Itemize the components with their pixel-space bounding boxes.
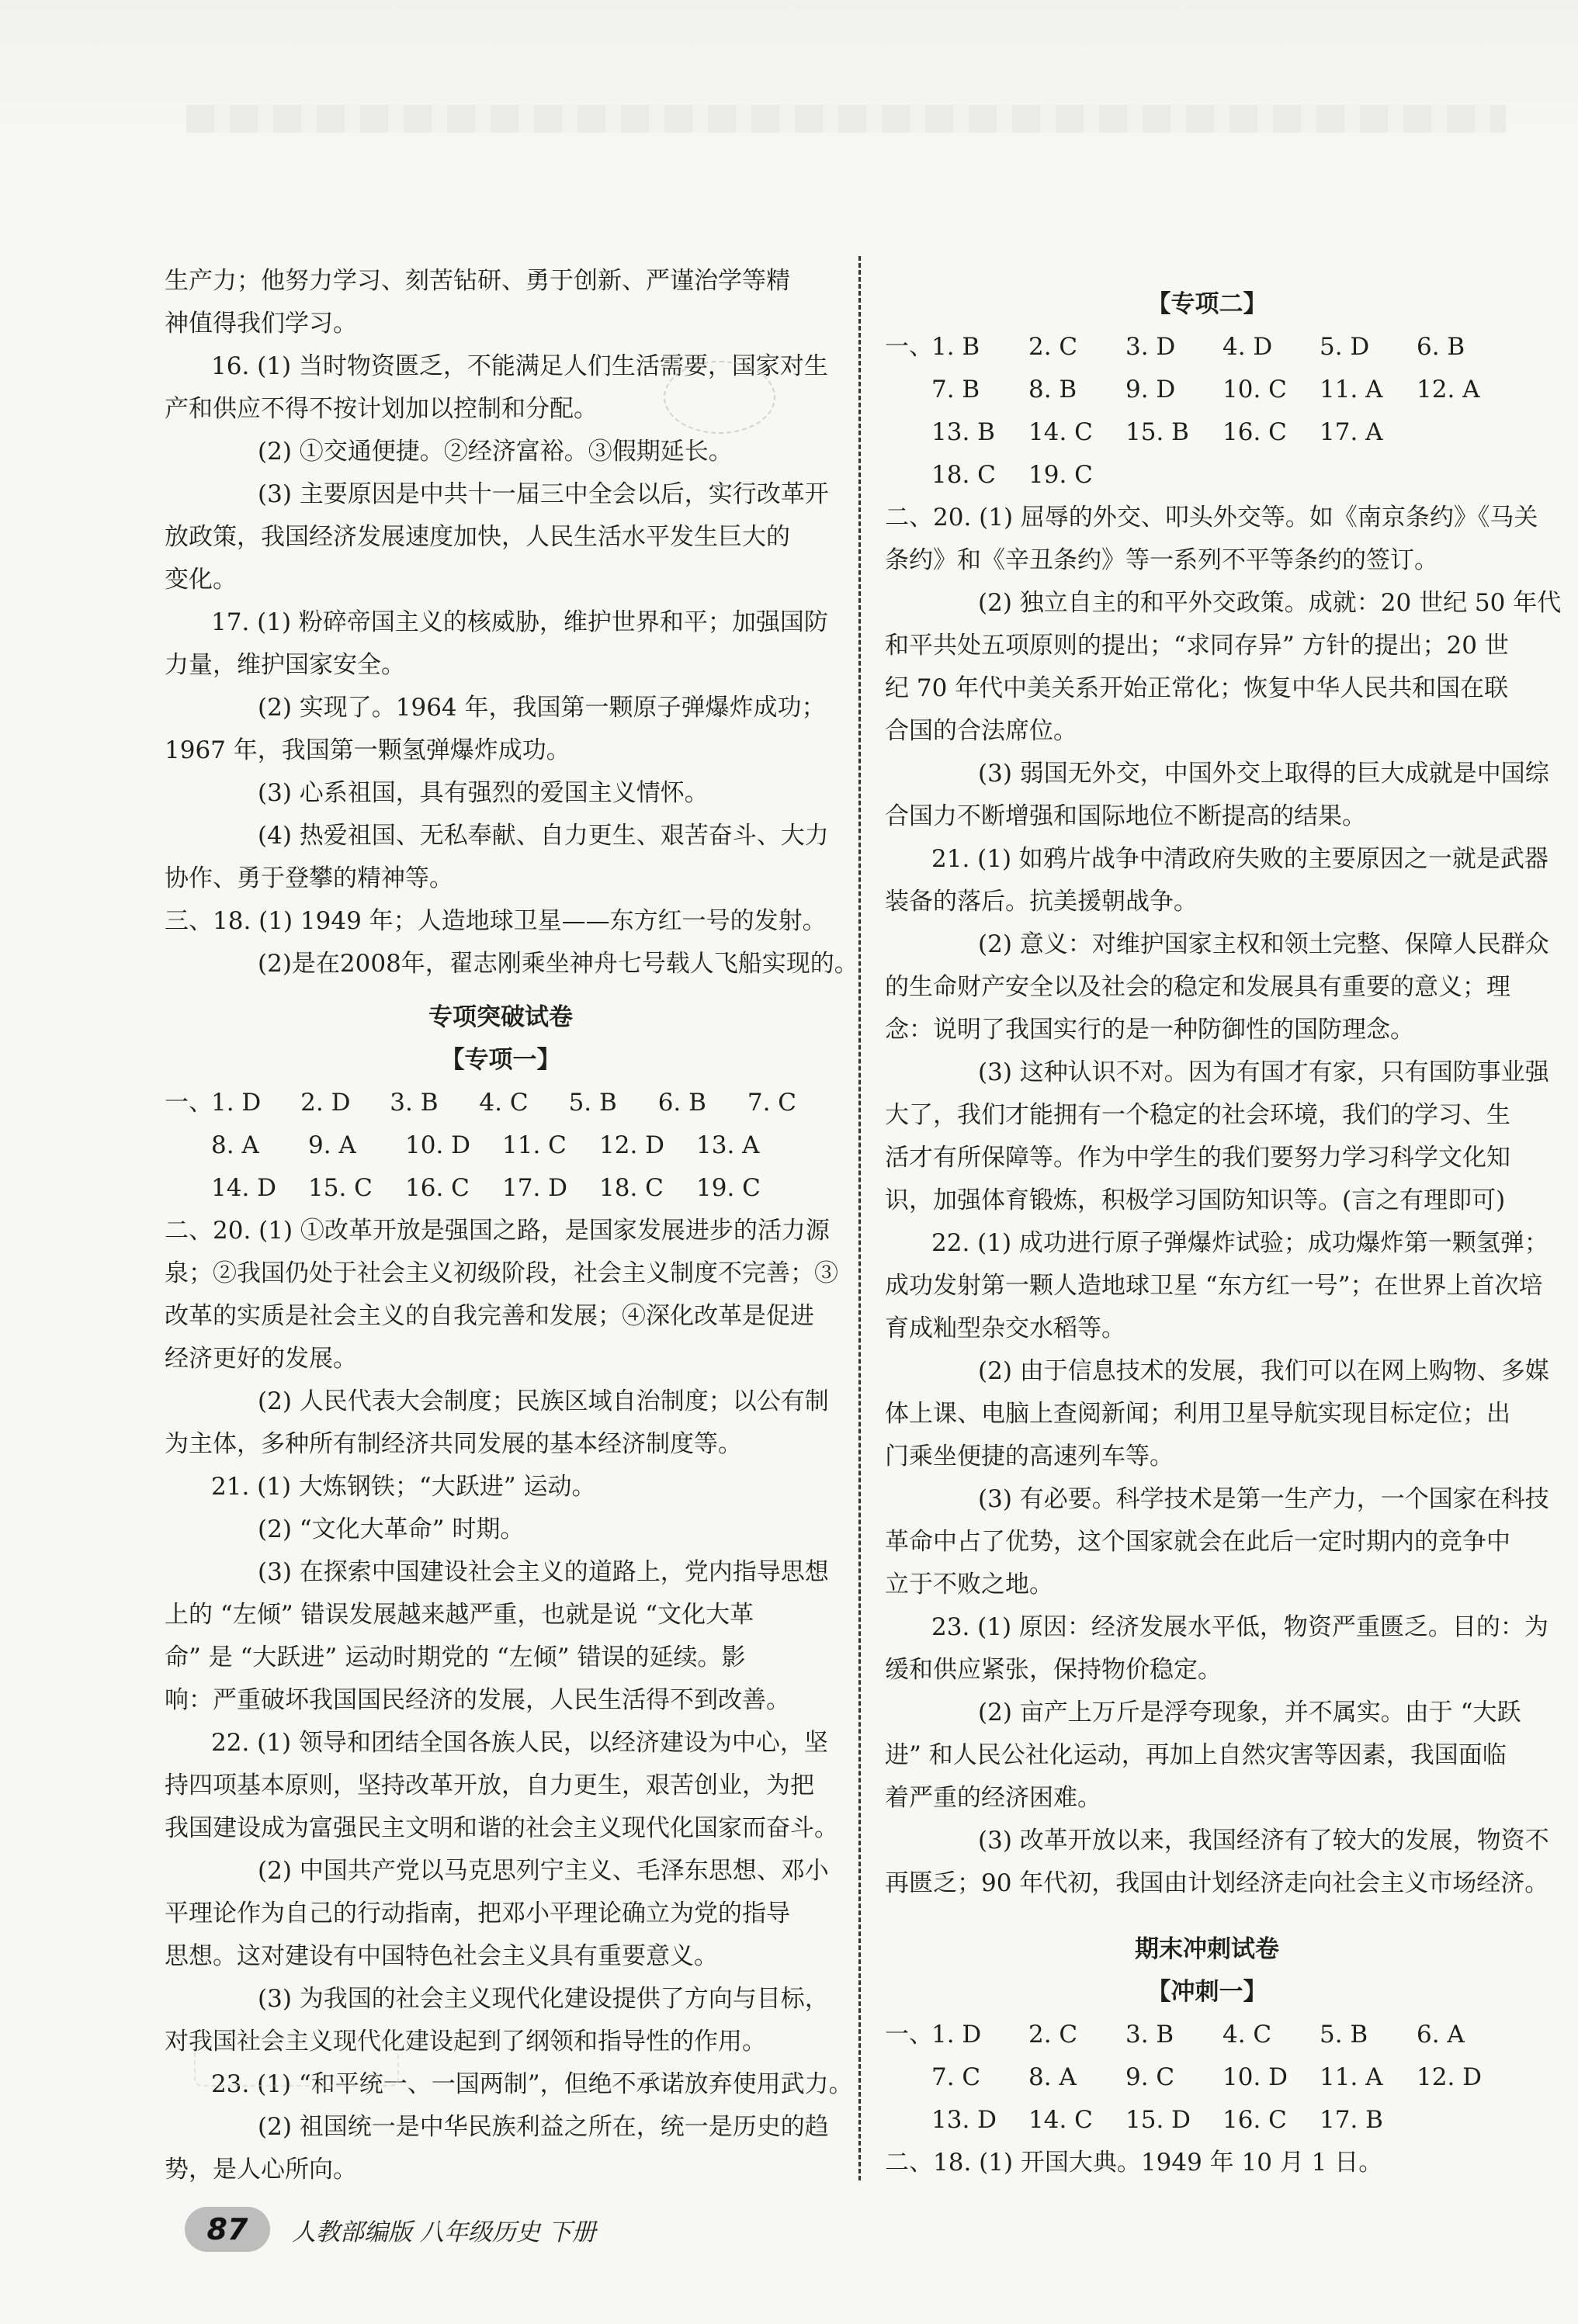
answer-item: 8. B [1028,376,1077,403]
answer-row [885,369,1529,411]
answer-prefix [165,1167,211,1210]
answer-row [165,1124,837,1167]
answer-item: 6. B [657,1089,706,1117]
answer-prefix [165,1124,211,1167]
text-line: 持四项基本原则，坚持改革开放，自力更生，艰苦创业，为把 [165,1772,814,1799]
left-column [165,260,858,2191]
answer-item: 2. C [1028,2021,1078,2049]
text-line: 改革的实质是社会主义的自我完善和发展；④深化改革是促进 [165,1302,814,1330]
answer-item: 4. D [1223,333,1273,361]
text-line: 我国建设成为富强民主文明和谐的社会主义现代化国家而奋斗。 [165,1814,838,1842]
text-line: (2) 意义：对维护国家主权和领土完整、保障人民群众 [978,930,1549,958]
answer-item: 8. A [211,1131,259,1159]
text-line: 育成籼型杂交水稻等。 [885,1314,1125,1342]
text-line: 22. (1) 领导和团结全国各族人民，以经济建设为中心，坚 [211,1729,828,1757]
text-line: 进” 和人民公社化运动，再加上自然灾害等因素，我国面临 [885,1741,1507,1769]
text-line: 成功发射第一颗人造地球卫星 “东方红一号”；在世界上首次培 [885,1272,1543,1300]
text-line: 合国力不断增强和国际地位不断提高的结果。 [885,802,1366,830]
subsection-title-1: 【专项一】 [440,1046,561,1074]
text-line: 22. (1) 成功进行原子弹爆炸试验；成功爆炸第一颗氢弹； [931,1229,1549,1257]
answer-item: 14. C [1028,2106,1093,2134]
answer-row [165,1082,837,1124]
text-line: 缓和供应紧张，保持物价稳定。 [885,1656,1222,1684]
answer-row [885,2099,1529,2142]
text-line: 产和供应不得不按计划加以控制和分配。 [165,395,598,423]
answer-prefix: 一、 [885,2021,933,2049]
text-line: 立于不败之地。 [885,1571,1053,1598]
answer-item: 1. B [931,333,980,361]
text-line: 泉；②我国仍处于社会主义初级阶段，社会主义制度不完善；③ [165,1259,838,1287]
text-line: 23. (1) “和平统一、一国两制”，但绝不承诺放弃使用武力。 [211,2070,853,2098]
text-line: 神值得我们学习。 [165,310,357,338]
page-number: 87 [185,2207,270,2252]
answer-item: 5. D [1320,333,1370,361]
answer-prefix [885,411,931,454]
text-line: 体上课、电脑上查阅新闻；利用卫星导航实现目标定位；出 [885,1400,1510,1428]
text-line: 上的 “左倾” 错误发展越来越严重，也就是说 “文化大革 [165,1601,754,1629]
text-line: 16. (1) 当时物资匮乏，不能满足人们生活需要，国家对生 [211,352,828,380]
text-line: (3) 弱国无外交，中国外交上取得的巨大成就是中国综 [978,760,1549,788]
text-line: 的生命财产安全以及社会的稳定和发展具有重要的意义；理 [885,973,1510,1001]
section-heading-special: 专项突破试卷 [428,1003,573,1031]
header-band [0,0,1578,167]
answer-item: 19. C [696,1174,761,1202]
text-line: 命” 是 “大跃进” 运动时期党的 “左倾” 错误的延续。影 [165,1643,746,1671]
answer-item: 3. D [1125,333,1176,361]
text-line: 17. (1) 粉碎帝国主义的核威胁，维护世界和平；加强国防 [211,608,828,636]
watermark-stamp [194,2037,399,2087]
text-line: 着严重的经济困难。 [885,1784,1101,1812]
text-line: 23. (1) 原因：经济发展水平低，物资严重匮乏。目的：为 [931,1613,1549,1641]
subsection-title-sprint: 【冲刺一】 [1146,1978,1268,2006]
answer-item: 11. A [1320,376,1383,403]
answer-item: 14. D [211,1174,277,1202]
answer-prefix: 一、 [885,333,933,361]
text-line: 为主体，多种所有制经济共同发展的基本经济制度等。 [165,1430,742,1458]
text-line: 和平共处五项原则的提出；“求同存异” 方针的提出；20 世 [885,632,1509,660]
text-line: (2)是在2008年，翟志刚乘坐神舟七号载人飞船实现的。 [258,950,858,978]
text-line: 三、18. (1) 1949 年；人造地球卫星——东方红一号的发射。 [165,907,827,935]
answer-item: 8. A [1028,2063,1077,2091]
answer-item: 4. C [1223,2021,1272,2049]
text-line: 变化。 [165,566,237,594]
answer-item: 13. A [696,1131,760,1159]
text-line: (2) 独立自主的和平外交政策。成就：20 世纪 50 年代 [978,589,1562,617]
answer-prefix [885,369,931,411]
answer-item: 3. B [1125,2021,1174,2049]
answer-item: 5. B [568,1089,617,1117]
text-line: 响：严重破坏我国国民经济的发展，人民生活得不到改善。 [165,1686,790,1714]
text-line: (3) 心系祖国，具有强烈的爱国主义情怀。 [258,779,709,807]
answer-item: 11. C [502,1131,567,1159]
answer-prefix [885,2099,931,2142]
text-line: 合国的合法席位。 [885,717,1077,745]
answer-item: 12. A [1417,376,1480,403]
text-line: (2) 人民代表大会制度；民族区域自治制度；以公有制 [258,1387,829,1415]
answer-item: 7. C [747,1089,796,1117]
answer-row [885,326,1529,369]
text-line: 革命中占了优势，这个国家就会在此后一定时期内的竞争中 [885,1528,1510,1556]
answer-item: 2. C [1028,333,1078,361]
text-line: 21. (1) 大炼钢铁；“大跃进” 运动。 [211,1473,596,1501]
text-line: (2) 中国共产党以马克思列宁主义、毛泽东思想、邓小 [258,1857,829,1885]
book-title: 人教部编版 八年级历史 下册 [292,2218,596,2246]
answer-item: 17. D [502,1174,568,1202]
text-line: 经济更好的发展。 [165,1345,357,1373]
text-line: 门乘坐便捷的高速列车等。 [885,1443,1174,1470]
section-heading-final: 期末冲刺试卷 [1135,1935,1279,1963]
answer-item: 13. B [931,418,995,446]
text-line: 1967 年，我国第一颗氢弹爆炸成功。 [165,736,571,764]
subsection-title-2: 【专项二】 [1146,290,1268,318]
text-line: (3) 为我国的社会主义现代化建设提供了方向与目标， [258,1985,829,2013]
right-column [885,283,1562,2184]
text-line: (2) 实现了。1964 年，我国第一颗原子弹爆炸成功； [258,694,826,722]
text-line: 念：说明了我国实行的是一种防御性的国防理念。 [885,1016,1414,1044]
answer-item: 9. D [1125,376,1176,403]
answer-item: 13. D [931,2106,997,2134]
text-line: 再匮乏；90 年代初，我国由计划经济走向社会主义市场经济。 [885,1869,1549,1897]
text-line: 势，是人心所向。 [165,2156,357,2184]
text-line: 协作、勇于登攀的精神等。 [165,864,453,892]
answer-item: 4. C [479,1089,529,1117]
answer-item: 1. D [931,2021,982,2049]
answer-item: 9. A [308,1131,356,1159]
answer-item: 5. B [1320,2021,1368,2049]
answer-item: 2. D [300,1089,351,1117]
text-line: (3) 改革开放以来，我国经济有了较大的发展，物资不 [978,1827,1549,1855]
answer-item: 10. D [1223,2063,1288,2091]
answer-item: 10. D [405,1131,471,1159]
answer-line: 二、18. (1) 开国大典。1949 年 10 月 1 日。 [885,2149,1383,2177]
text-line: 条约》和《辛丑条约》等一系列不平等条约的签订。 [885,546,1438,574]
text-line: (2) 亩产上万斤是浮夸现象，并不属实。由于 “大跃 [978,1699,1521,1727]
answer-row [885,2056,1529,2099]
answer-item: 18. C [931,461,996,489]
answer-item: 12. D [599,1131,665,1159]
text-line: 生产力；他努力学习、刻苦钻研、勇于创新、严谨治学等精 [165,267,790,295]
column-divider [858,256,861,2180]
answer-prefix [885,454,931,497]
answer-item: 7. C [931,2063,981,2091]
answer-item: 6. A [1417,2021,1465,2049]
answer-item: 15. C [308,1174,373,1202]
text-line: 活才有所保障等。作为中学生的我们要努力学习科学文化知 [885,1144,1510,1172]
answer-item: 18. C [599,1174,664,1202]
text-line: 二、20. (1) ①改革开放是强国之路，是国家发展进步的活力源 [165,1217,830,1245]
answer-prefix: 一、 [165,1089,213,1117]
text-line: 放政策，我国经济发展速度加快，人民生活水平发生巨大的 [165,523,790,551]
text-line: 对我国社会主义现代化建设起到了纲领和指导性的作用。 [165,2028,766,2056]
answer-item: 6. B [1417,333,1465,361]
text-line: 思想。这对建设有中国特色社会主义具有重要意义。 [165,1942,718,1970]
answer-row [165,1167,837,1210]
text-line: (3) 主要原因是中共十一届三中全会以后，实行改革开 [258,480,829,508]
answer-item: 15. D [1125,2106,1191,2134]
text-line: (3) 这种认识不对。因为有国才有家，只有国防事业强 [978,1058,1549,1086]
answer-item: 1. D [211,1089,262,1117]
text-line: (2) “文化大革命” 时期。 [258,1515,525,1543]
answer-item: 7. B [931,376,980,403]
answer-item: 17. A [1320,418,1383,446]
answer-row [885,454,1529,497]
text-line: (3) 在探索中国建设社会主义的道路上，党内指导思想 [258,1558,829,1586]
answer-item: 10. C [1223,376,1287,403]
answer-item: 11. A [1320,2063,1383,2091]
text-line: 大了，我们才能拥有一个稳定的社会环境，我们的学习、生 [885,1101,1510,1129]
answer-row [885,411,1529,454]
answer-item: 16. C [1223,418,1287,446]
text-line: (2) 由于信息技术的发展，我们可以在网上购物、多媒 [978,1357,1549,1385]
answer-row [885,2014,1529,2056]
answer-item: 16. C [1223,2106,1287,2134]
answer-item: 15. B [1125,418,1189,446]
answer-item: 17. B [1320,2106,1383,2134]
text-line: 21. (1) 如鸦片战争中清政府失败的主要原因之一就是武器 [931,845,1549,873]
text-line: 纪 70 年代中美关系开始正常化；恢复中华人民共和国在联 [885,674,1509,702]
text-line: (2) ①交通便捷。②经济富裕。③假期延长。 [258,438,733,466]
text-line: (2) 祖国统一是中华民族利益之所在，统一是历史的趋 [258,2113,829,2141]
answer-item: 3. B [390,1089,439,1117]
answer-item: 14. C [1028,418,1093,446]
header-decoration [186,105,1506,133]
text-line: 装备的落后。抗美援朝战争。 [885,888,1198,916]
answer-item: 12. D [1417,2063,1483,2091]
answer-item: 9. C [1125,2063,1175,2091]
text-line: 力量，维护国家安全。 [165,651,405,679]
text-line: (4) 热爱祖国、无私奉献、自力更生、艰苦奋斗、大力 [258,822,829,850]
text-line: 平理论作为自己的行动指南，把邓小平理论确立为党的指导 [165,1900,790,1927]
text-line: 二、20. (1) 屈辱的外交、叩头外交等。如《南京条约》《马关 [885,504,1538,532]
text-line: 识，加强体育锻炼，积极学习国防知识等。(言之有理即可) [885,1186,1506,1214]
page-footer [185,2206,596,2253]
answer-prefix [885,2056,931,2099]
watermark-stamp [664,361,775,434]
answer-item: 19. C [1028,461,1093,489]
text-line: (3) 有必要。科学技术是第一生产力，一个国家在科技 [978,1485,1549,1513]
answer-item: 16. C [405,1174,470,1202]
